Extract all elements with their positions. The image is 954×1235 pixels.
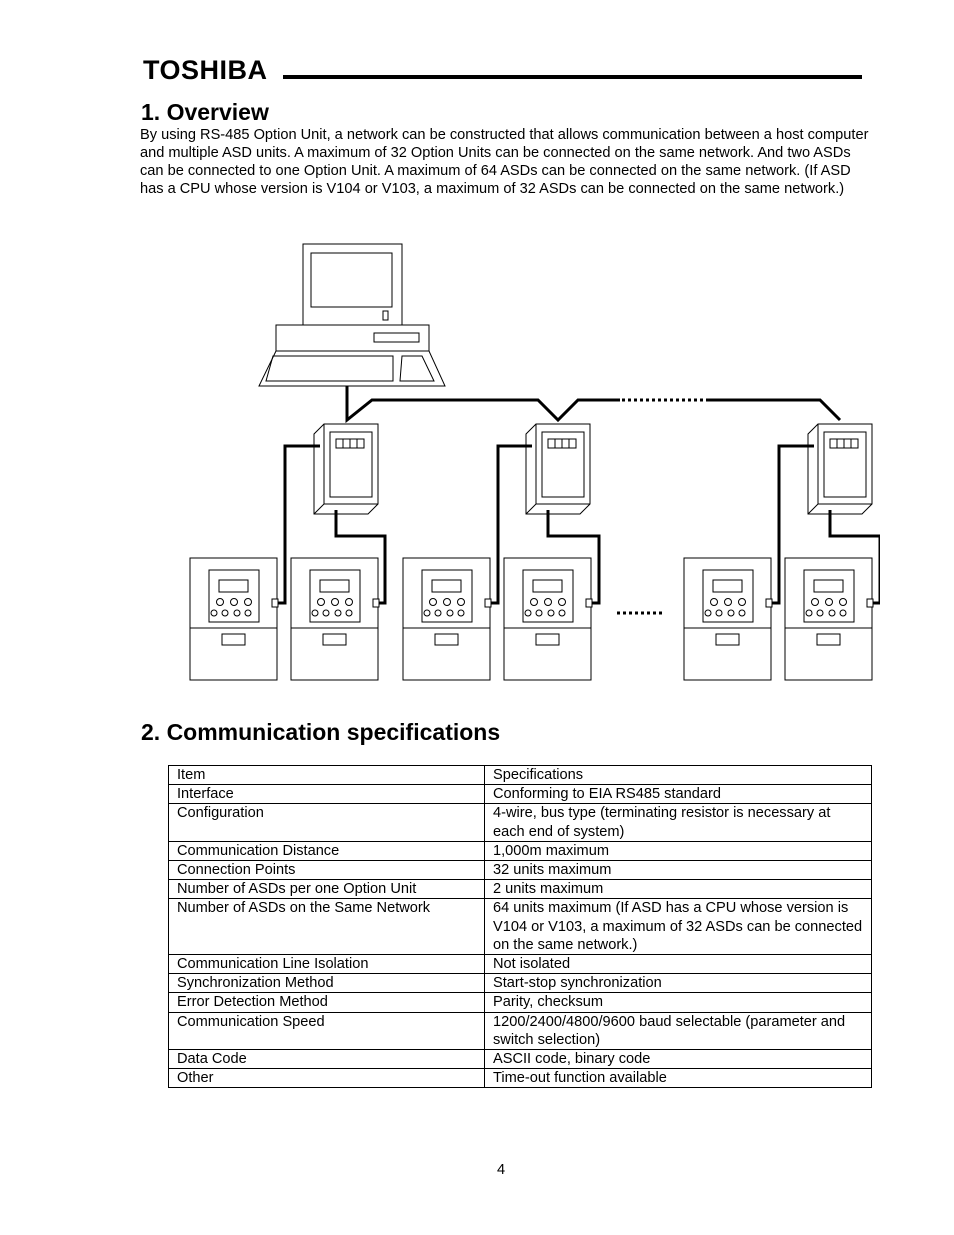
option-unit-1 — [314, 424, 378, 514]
spec-cell: Parity, checksum — [485, 993, 872, 1012]
header-cell-item: Item — [169, 766, 485, 785]
table-row — [169, 861, 872, 880]
item-cell: Communication Distance — [169, 841, 485, 860]
host-computer — [259, 244, 445, 386]
spec-cell: Conforming to EIA RS485 standard — [485, 785, 872, 804]
option-unit-2 — [526, 424, 590, 514]
table-row — [169, 899, 872, 955]
header-cell-specifications: Specifications — [485, 766, 872, 785]
item-cell: Other — [169, 1069, 485, 1088]
spec-cell: ASCII code, binary code — [485, 1050, 872, 1069]
table-row — [169, 1012, 872, 1049]
table-row — [169, 974, 872, 993]
table-row — [169, 804, 872, 841]
toshiba-logo: TOSHIBA — [143, 55, 268, 85]
table-row — [169, 841, 872, 860]
asd-unit-6 — [785, 558, 872, 680]
asd-unit-4 — [504, 558, 591, 680]
overview-heading: 1. Overview — [141, 99, 269, 125]
rs485-bus — [347, 386, 840, 420]
item-cell: Communication Speed — [169, 1012, 485, 1049]
item-cell: Error Detection Method — [169, 993, 485, 1012]
asd-unit-2 — [291, 558, 378, 680]
item-cell: Synchronization Method — [169, 974, 485, 993]
page-number: 4 — [496, 1162, 506, 1178]
item-cell: Configuration — [169, 804, 485, 841]
option-unit-3 — [808, 424, 872, 514]
spec-cell: Not isolated — [485, 955, 872, 974]
spec-cell: 1,000m maximum — [485, 841, 872, 860]
asd-unit-5 — [684, 558, 771, 680]
spec-cell: 64 units maximum (If ASD has a CPU whose version is V104 or V103, a maximum of 32 ASDs can be connected on the same network.) — [485, 899, 872, 955]
item-cell: Data Code — [169, 1050, 485, 1069]
specs-heading: 2. Communication specifications — [141, 719, 501, 745]
table-row — [169, 1050, 872, 1069]
spec-cell: 2 units maximum — [485, 880, 872, 899]
spec-cell: Start-stop synchronization — [485, 974, 872, 993]
spec-cell: Time-out function available — [485, 1069, 872, 1088]
item-cell: Number of ASDs per one Option Unit — [169, 880, 485, 899]
item-cell: Number of ASDs on the Same Network — [169, 899, 485, 955]
spec-cell: 4-wire, bus type (terminating resistor is necessary at each end of system) — [485, 804, 872, 841]
overview-paragraph: By using RS-485 Option Unit, a network can be constructed that allows communication between a host computer and multiple ASD units. A maximum of 32 Option Units can be connected on the same network. And two ASDs can be connected to one Option Unit. A maximum of 64 ASDs can be connected on the same network. (If ASD has a CPU whose version is V104 or V103, a maximum of 32 ASDs can be connected on the same network.) — [140, 127, 869, 197]
item-cell: Communication Line Isolation — [169, 955, 485, 974]
header-rule — [283, 75, 862, 79]
item-cell: Connection Points — [169, 861, 485, 880]
table-row — [169, 955, 872, 974]
item-cell: Interface — [169, 785, 485, 804]
table-row — [169, 785, 872, 804]
specs-table — [168, 765, 872, 1088]
network-diagram — [180, 240, 880, 685]
spec-cell: 1200/2400/4800/9600 baud selectable (parameter and switch selection) — [485, 1012, 872, 1049]
asd-unit-3 — [403, 558, 490, 680]
table-row — [169, 880, 872, 899]
table-row — [169, 1069, 872, 1088]
spec-cell: 32 units maximum — [485, 861, 872, 880]
table-row — [169, 993, 872, 1012]
asd-unit-1 — [190, 558, 277, 680]
table-header-row — [169, 766, 872, 785]
